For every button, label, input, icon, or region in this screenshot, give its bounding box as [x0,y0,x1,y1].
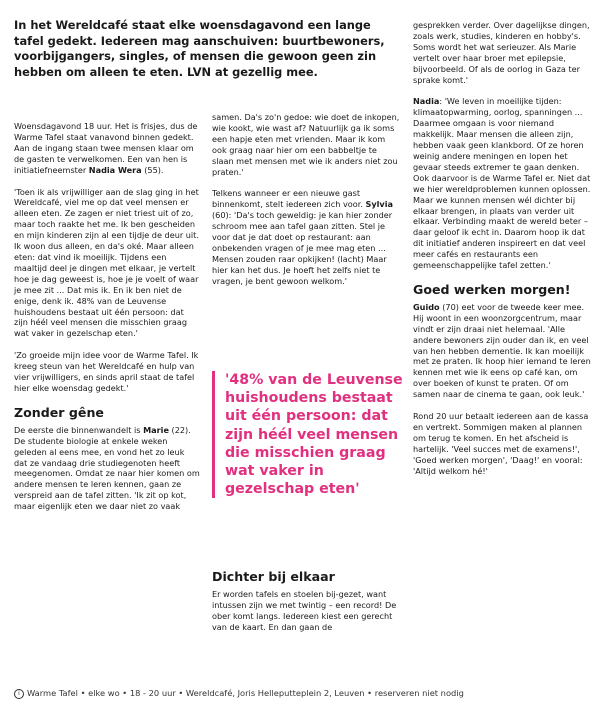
person-name: Nadia Wera [88,164,142,175]
paragraph: samen. Da's zo'n gedoe: wie doet de inkopen, wie kookt, wie wast af? Natuurlijk ga ik soms een hapje eten met vrienden. Maar ik kom ook graag naar hier om een babbeltje te slaan met mensen met wie ik anders niet zou praten.' [212,112,400,177]
event-info-footer [14,688,594,699]
intro-lead: In het Wereldcafé staat elke woensdagavond een lange tafel gedekt. Iedereen mag aanschuiven: buurtbewoners, voorbijgangers, singles, of mensen die gewoon geen zin hebben om alleen te eten. LVN at gezellig mee. [14,18,385,79]
paragraph: 'Toen ik als vrijwilliger aan de slag ging in het Wereldcafé, viel me op dat veel mensen er alleen eten. Ze zagen er niet triest uit of zo, maar toch raakte het me. Ik ben gescheiden en mijn kinderen zijn al een tijdje de deur uit. Ik woon dus alleen, en da's oké. Maar alleen eten: dat vind ik moeilijk. Tijdens een maaltijd deel je dingen met elkaar, je vertelt hoe je dag geweest is, hoe je je voelt of waar je mee zit ... Dat mis ik. En ik ben niet de enige, denk ik. 48% van de Leuvense huishoudens bestaat uit één persoon: dat zijn héél veel mensen die misschien graag wat vaker in gezelschap eten.' [14,186,199,339]
text-span: Telkens wanneer er een nieuwe gast binnenkomt, stelt iedereen zich voor. [212,188,366,210]
paragraph: Er worden tafels en stoelen bij-gezet, want intussen zijn we met twintig – een record! De ober komt langs. Iedereen kiest een gerecht van de kaart. En dan gaan de [212,589,397,632]
paragraph [413,96,591,271]
person-name: Guido [413,301,440,312]
text-span: : 'We leven in moeilijke tijden: klimaatopwarming, oorlog, spanningen ... Daarmee omgaan is voor niemand makkelijk. Maar mensen die alleen zijn, hebben vaak geen klankbord. Of ze horen weinig andere meningen en lopen het gevaar steeds extremer te gaan denken. Ook daarvoor is de Warme Tafel er. Niet dat we hier wereldproblemen kunnen oplossen. Maar we kunnen mensen wél dichter bij elkaar brengen, in plaats van verder uit elkaar. Verbinding maakt de wereld beter – daar geloof ik echt in. Daarom hoop ik dat dit initiatief anderen inspireert en dat veel meer cafés en restaurants een gemeenschappelijke tafel zetten.' [413,96,591,271]
text-span: (60): 'Da's toch geweldig: je kan hier zonder schroom mee aan tafel gaan zitten. Stel je voor dat je dat doet op restaurant: aan onbekenden vragen of je mee mag eten ... Mensen zouden raar opkijken! (lacht) Maar hier kan het dus. Je hoeft het zelfs niet te vragen, je bent gewoon welkom.' [212,210,393,286]
info-icon: i [14,689,24,699]
pull-quote: '48% van de Leuvense huishoudens bestaat uit één persoon: dat zijn héél veel mensen die misschien graag wat vaker in gezelschap eten' [212,371,417,498]
paragraph: Rond 20 uur betaalt iedereen aan de kassa en vertrekt. Sommigen maken al plannen om terug te komen. En het afscheid is hartelijk. 'Veel succes met de examens!', 'Goed werken morgen', 'Daag!' en vooral: 'Altijd welkom hé!' [413,411,589,476]
person-name: Marie [143,424,169,435]
text-span: (55). [141,164,164,175]
column-2 [212,112,400,287]
paragraph: 'Zo groeide mijn idee voor de Warme Tafel. Ik kreeg steun van het Wereldcafé en hulp van vier vrijwilligers, en sinds april staat de tafel hier elke woensdag gedekt.' [14,350,199,393]
person-name: Sylvia [365,199,393,210]
paragraph [212,188,400,286]
section-heading: Zonder gêne [14,404,104,420]
paragraph [14,121,200,176]
column-3 [413,20,591,477]
paragraph: gesprekken verder. Over dagelijkse dingen, zoals werk, studies, kinderen en hobby's. Soms wordt het wat serieuzer. Als Marie vertelt over haar broer met epilepsie, bijvoorbeeld. Of als de oorlog in Gaza ter sprake komt.' [413,20,590,85]
column-2-bottom [212,569,400,633]
text-span: De eerste die binnenwandelt is [14,424,144,435]
section-heading: Dichter bij elkaar [212,569,335,584]
person-name: Nadia [413,96,440,107]
footer-text: Warme Tafel • elke wo • 18 - 20 uur • Wereldcafé, Joris Helleputteplein 2, Leuven • reserveren niet nodig [27,688,464,698]
text-span: Woensdagavond 18 uur. Het is frisjes, dus de Warme Tafel staat vanavond binnen gedekt. Aan de ingang staan twee mensen klaar om de gasten te verwelkomen. Een van hen is initiatiefneemster [14,121,198,175]
text-span: (70) eet voor de tweede keer mee. Hij woont in een woonzorgcentrum, maar vindt er zijn draai niet helemaal. 'Alle andere bewoners zijn ouder dan ik, en veel van hen hebben dementie. Ik kan moeilijk met ze praten. Ik hoop hier iemand te leren kennen met wie ik eens op café kan, om over boeken of kunst te praten. Of om samen naar de cinema te gaan, ook leuk.' [413,301,591,400]
column-1 [14,121,200,512]
paragraph [413,302,591,400]
section-heading: Goed werken morgen! [413,281,571,297]
text-span: (22). De studente biologie at enkele weken geleden al eens mee, en vond het zo leuk dat ze vandaag drie studiegenoten heeft meegenomen. Omdat ze naar hier komen om andere mensen te leren kennen, gaan ze verspreid aan de tafel zitten. 'Ik zit op kot, maar eigenlijk eten we daar niet zo vaak [14,424,200,512]
paragraph [14,425,200,512]
